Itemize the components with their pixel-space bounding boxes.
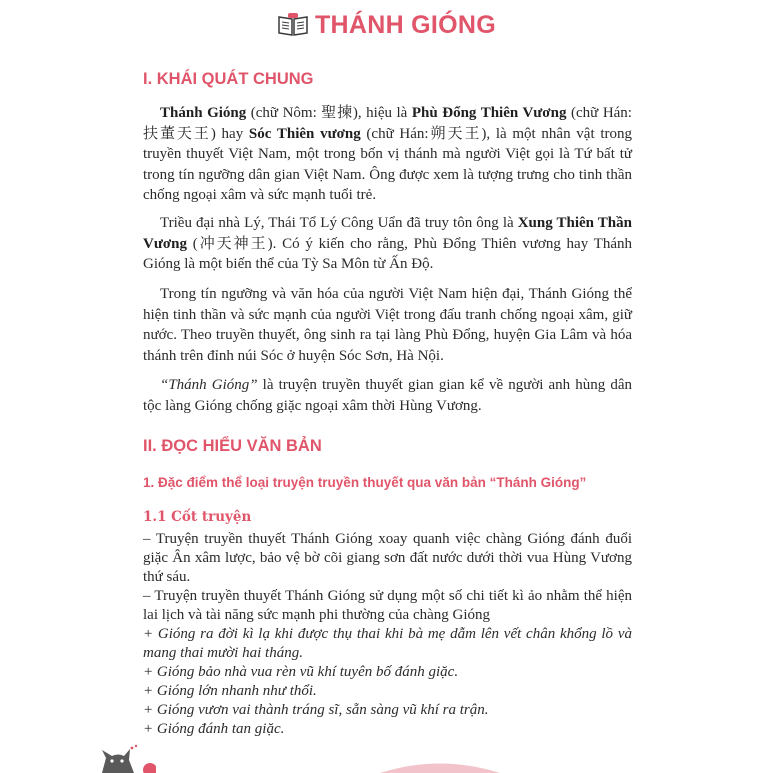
subheading-genre: 1. Đặc điểm thể loại truyện truyền thuyết qua văn bản “Thánh Gióng” xyxy=(143,475,587,490)
subheading-plot: 1.1 Cốt truyện xyxy=(143,509,252,525)
paragraph-summary xyxy=(143,375,632,416)
list-item: + Gióng đánh tan giặc. xyxy=(143,721,285,737)
text: (chữ Hán: 扶董天王) hay xyxy=(143,105,632,142)
plot-list xyxy=(143,530,632,739)
term-xung-thien: Xung Thiên Thần Vương xyxy=(143,215,632,252)
section-heading-reading: II. ĐỌC HIỂU VĂN BẢN xyxy=(143,437,322,455)
paragraph-culture: Trong tín ngưỡng và văn hóa của người Việt Nam hiện đại, Thánh Gióng thể hiện tinh thần và sức mạnh của người Việt trong đấu tranh chống ngoại xâm, giữ nước. Theo truyền thuyết, ông sinh ra tại làng Phù Đổng, huyện Gia Lâm và hóa thánh trên đỉnh núi Sóc ở huyện Sóc Sơn, Hà Nội. xyxy=(143,286,632,364)
text: (chữ Hán:朔天王), là một nhân vật trong truyền thuyết Việt Nam, một trong bốn vị thánh mà người Việt gọi là Tứ bất tử trong tín ngưỡng dân gian Việt Nam. Ông được xem là tượng trưng cho tinh thần chống ngoại xâm và sức mạnh tuổi trẻ. xyxy=(143,125,632,203)
paragraph-intro xyxy=(143,103,632,206)
list-item: – Truyện truyền thuyết Thánh Gióng xoay quanh việc chàng Gióng đánh đuổi giặc Ân xâm lược, bảo vệ bờ cõi giang sơn đất nước dưới thời vua Hùng Vương thứ sáu. xyxy=(143,531,632,585)
text: (冲天神王). Có ý kiến cho rằng, Phù Đổng Thiên vương hay Thánh Gióng là một biến thể của Tỳ Sa Môn từ Ấn Độ. xyxy=(143,235,632,272)
book-icon xyxy=(277,12,309,38)
mascot-cat-icon xyxy=(96,744,156,773)
term-thanh-giong: Thánh Gióng xyxy=(160,105,247,121)
list-item: + Gióng bảo nhà vua rèn vũ khí tuyên bố đánh giặc. xyxy=(143,664,459,680)
list-item: + Gióng vươn vai thành tráng sĩ, sẵn sàng vũ khí ra trận. xyxy=(143,702,489,718)
text: Triều đại nhà Lý, Thái Tổ Lý Công Uẩn đã truy tôn ông là xyxy=(160,215,518,231)
text: là truyện truyền thuyết gian gian kể về người anh hùng dân tộc làng Gióng chống giặc ngoại xâm thời Hùng Vương. xyxy=(143,377,632,414)
list-item: + Gióng ra đời kì lạ khi được thụ thai khi bà mẹ dẫm lên vết chân khổng lồ và mang thai mười hai tháng. xyxy=(143,626,632,661)
section-heading-overview: I. KHÁI QUÁT CHUNG xyxy=(143,70,314,88)
page-title: THÁNH GIÓNG xyxy=(314,10,497,39)
term-phu-dong: Phù Đổng Thiên Vương xyxy=(411,105,567,121)
text: (chữ Nôm: 聖揀), hiệu là xyxy=(246,105,412,121)
quote-title: “Thánh Gióng” xyxy=(160,377,258,393)
title-row xyxy=(0,8,773,42)
list-item: – Truyện truyền thuyết Thánh Gióng sử dụng một số chi tiết kì ảo nhằm thể hiện lai lịch và tài năng sức mạnh phi thường của chàng Gióng xyxy=(143,588,632,623)
list-item: + Gióng lớn nhanh như thổi. xyxy=(143,683,317,699)
paragraph-ly-dynasty xyxy=(143,213,632,275)
decorative-arc xyxy=(380,760,500,773)
term-soc-thien: Sóc Thiên vương xyxy=(248,125,361,142)
